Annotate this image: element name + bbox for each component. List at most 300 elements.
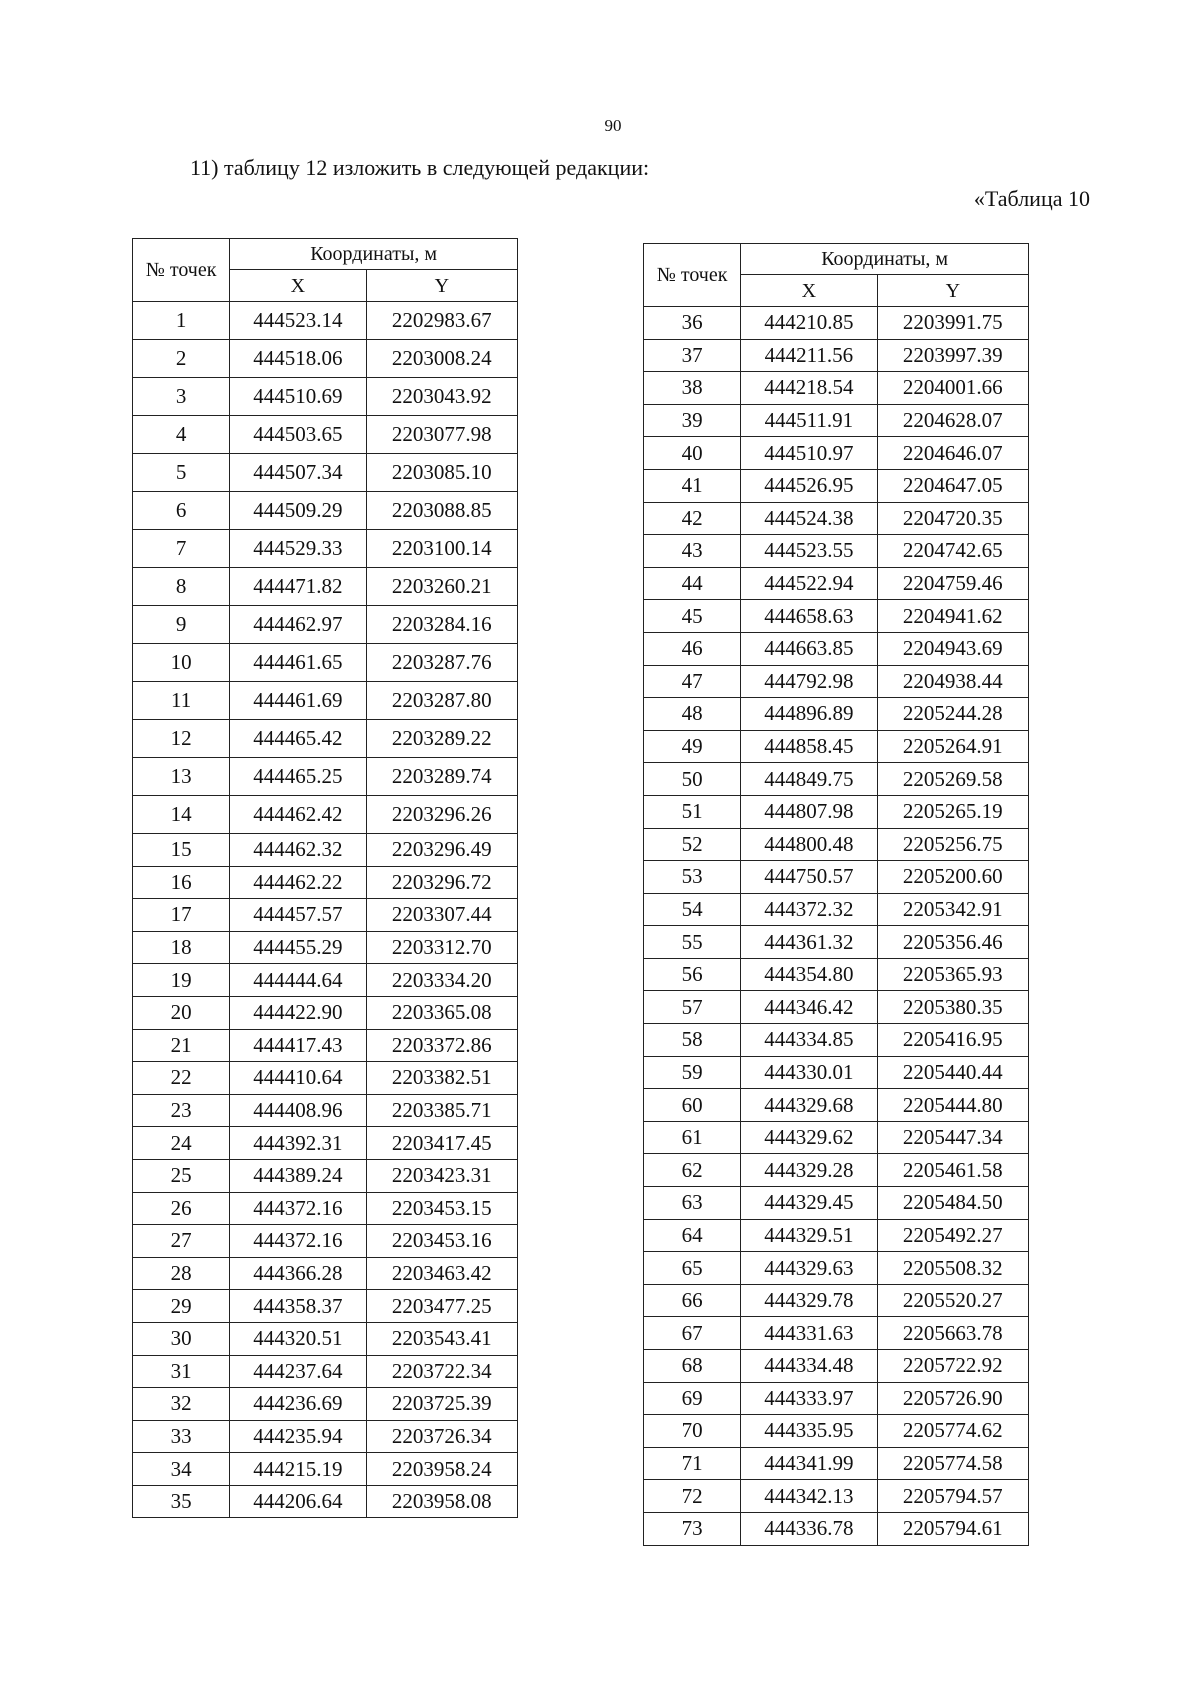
point-number-cell: 66 bbox=[644, 1284, 741, 1317]
table-row bbox=[133, 899, 518, 932]
y-coordinate-cell: 2205264.91 bbox=[877, 730, 1028, 763]
x-coordinate-cell: 444462.32 bbox=[230, 834, 366, 867]
table-caption: «Таблица 10 bbox=[973, 186, 1090, 211]
x-coordinate-cell: 444511.91 bbox=[741, 404, 877, 437]
table-row bbox=[133, 834, 518, 867]
x-coordinate-cell: 444329.63 bbox=[741, 1252, 877, 1285]
table-row bbox=[644, 307, 1029, 340]
x-coordinate-cell: 444461.69 bbox=[230, 682, 366, 720]
y-coordinate-cell: 2204646.07 bbox=[877, 437, 1028, 470]
table-row bbox=[644, 958, 1029, 991]
table-row bbox=[133, 758, 518, 796]
point-number-cell: 62 bbox=[644, 1154, 741, 1187]
y-coordinate-cell: 2205520.27 bbox=[877, 1284, 1028, 1317]
table-row bbox=[133, 1257, 518, 1290]
point-number-cell: 60 bbox=[644, 1089, 741, 1122]
y-coordinate-cell: 2203997.39 bbox=[877, 339, 1028, 372]
point-number-cell: 63 bbox=[644, 1187, 741, 1220]
table-row bbox=[644, 1024, 1029, 1057]
table-row bbox=[644, 828, 1029, 861]
y-coordinate-cell: 2205444.80 bbox=[877, 1089, 1028, 1122]
table-row bbox=[644, 1121, 1029, 1154]
y-coordinate-cell: 2203725.39 bbox=[366, 1388, 517, 1421]
y-coordinate-cell: 2205269.58 bbox=[877, 763, 1028, 796]
table-row bbox=[133, 492, 518, 530]
y-coordinate-cell: 2203296.72 bbox=[366, 866, 517, 899]
y-coordinate-cell: 2203287.80 bbox=[366, 682, 517, 720]
y-coordinate-cell: 2203726.34 bbox=[366, 1420, 517, 1453]
x-coordinate-cell: 444392.31 bbox=[230, 1127, 366, 1160]
point-number-cell: 31 bbox=[133, 1355, 230, 1388]
x-coordinate-cell: 444341.99 bbox=[741, 1447, 877, 1480]
x-coordinate-cell: 444462.42 bbox=[230, 796, 366, 834]
x-coordinate-cell: 444330.01 bbox=[741, 1056, 877, 1089]
y-coordinate-cell: 2205508.32 bbox=[877, 1252, 1028, 1285]
table-row bbox=[133, 1322, 518, 1355]
table-row bbox=[644, 1415, 1029, 1448]
coordinates-header: Координаты, м bbox=[741, 244, 1029, 275]
table-row bbox=[133, 1453, 518, 1486]
y-coordinate-cell: 2205794.57 bbox=[877, 1480, 1028, 1513]
point-number-cell: 54 bbox=[644, 893, 741, 926]
y-coordinate-cell: 2203088.85 bbox=[366, 492, 517, 530]
x-coordinate-cell: 444333.97 bbox=[741, 1382, 877, 1415]
point-number-cell: 7 bbox=[133, 530, 230, 568]
y-coordinate-cell: 2203043.92 bbox=[366, 378, 517, 416]
point-number-cell: 40 bbox=[644, 437, 741, 470]
y-coordinate-cell: 2203543.41 bbox=[366, 1322, 517, 1355]
point-number-cell: 73 bbox=[644, 1512, 741, 1545]
table-row bbox=[133, 1192, 518, 1225]
y-coordinate-cell: 2203958.24 bbox=[366, 1453, 517, 1486]
y-coordinate-cell: 2203991.75 bbox=[877, 307, 1028, 340]
y-coordinate-cell: 2205265.19 bbox=[877, 795, 1028, 828]
table-row bbox=[133, 996, 518, 1029]
point-number-cell: 56 bbox=[644, 958, 741, 991]
x-coordinate-cell: 444320.51 bbox=[230, 1322, 366, 1355]
table-row bbox=[133, 454, 518, 492]
x-coordinate-cell: 444354.80 bbox=[741, 958, 877, 991]
point-number-cell: 34 bbox=[133, 1453, 230, 1486]
point-number-cell: 28 bbox=[133, 1257, 230, 1290]
point-number-cell: 12 bbox=[133, 720, 230, 758]
point-number-cell: 9 bbox=[133, 606, 230, 644]
point-number-cell: 2 bbox=[133, 340, 230, 378]
x-coordinate-cell: 444529.33 bbox=[230, 530, 366, 568]
x-coordinate-cell: 444417.43 bbox=[230, 1029, 366, 1062]
point-number-cell: 43 bbox=[644, 535, 741, 568]
table-row bbox=[133, 1355, 518, 1388]
point-number-cell: 13 bbox=[133, 758, 230, 796]
y-coordinate-cell: 2203477.25 bbox=[366, 1290, 517, 1323]
y-coordinate-cell: 2205440.44 bbox=[877, 1056, 1028, 1089]
table-row bbox=[644, 991, 1029, 1024]
x-coordinate-cell: 444372.16 bbox=[230, 1192, 366, 1225]
point-number-cell: 46 bbox=[644, 632, 741, 665]
point-number-cell: 48 bbox=[644, 698, 741, 731]
point-number-cell: 45 bbox=[644, 600, 741, 633]
x-coordinate-cell: 444331.63 bbox=[741, 1317, 877, 1350]
x-coordinate-cell: 444422.90 bbox=[230, 996, 366, 1029]
table-row bbox=[133, 1225, 518, 1258]
point-number-cell: 25 bbox=[133, 1159, 230, 1192]
point-number-cell: 1 bbox=[133, 302, 230, 340]
point-number-cell: 14 bbox=[133, 796, 230, 834]
y-coordinate-cell: 2205794.61 bbox=[877, 1512, 1028, 1545]
table-row bbox=[644, 535, 1029, 568]
point-number-cell: 70 bbox=[644, 1415, 741, 1448]
x-coordinate-cell: 444210.85 bbox=[741, 307, 877, 340]
point-number-cell: 23 bbox=[133, 1094, 230, 1127]
table-row bbox=[133, 378, 518, 416]
table-row bbox=[133, 1290, 518, 1323]
x-coordinate-cell: 444329.28 bbox=[741, 1154, 877, 1187]
table-row bbox=[644, 567, 1029, 600]
point-number-cell: 49 bbox=[644, 730, 741, 763]
point-number-cell: 20 bbox=[133, 996, 230, 1029]
y-coordinate-cell: 2204742.65 bbox=[877, 535, 1028, 568]
y-coordinate-cell: 2205492.27 bbox=[877, 1219, 1028, 1252]
x-coordinate-cell: 444750.57 bbox=[741, 861, 877, 894]
y-coordinate-cell: 2204759.46 bbox=[877, 567, 1028, 600]
point-number-cell: 47 bbox=[644, 665, 741, 698]
y-coordinate-cell: 2203296.49 bbox=[366, 834, 517, 867]
x-coordinate-cell: 444336.78 bbox=[741, 1512, 877, 1545]
point-number-cell: 4 bbox=[133, 416, 230, 454]
table-row bbox=[644, 665, 1029, 698]
table-row bbox=[133, 1159, 518, 1192]
x-coordinate-cell: 444503.65 bbox=[230, 416, 366, 454]
y-coordinate-cell: 2203284.16 bbox=[366, 606, 517, 644]
x-coordinate-cell: 444444.64 bbox=[230, 964, 366, 997]
x-coordinate-cell: 444510.69 bbox=[230, 378, 366, 416]
table-row bbox=[133, 1127, 518, 1160]
y-coordinate-cell: 2203008.24 bbox=[366, 340, 517, 378]
table-row bbox=[133, 796, 518, 834]
y-coordinate-cell: 2205447.34 bbox=[877, 1121, 1028, 1154]
y-coordinate-cell: 2204647.05 bbox=[877, 469, 1028, 502]
x-coordinate-cell: 444462.22 bbox=[230, 866, 366, 899]
y-coordinate-cell: 2205342.91 bbox=[877, 893, 1028, 926]
x-header: X bbox=[230, 270, 366, 302]
table-row bbox=[133, 964, 518, 997]
y-coordinate-cell: 2203382.51 bbox=[366, 1062, 517, 1095]
x-coordinate-cell: 444206.64 bbox=[230, 1485, 366, 1518]
point-number-cell: 65 bbox=[644, 1252, 741, 1285]
y-coordinate-cell: 2203423.31 bbox=[366, 1159, 517, 1192]
table-row bbox=[133, 1420, 518, 1453]
y-coordinate-cell: 2203289.22 bbox=[366, 720, 517, 758]
table-row bbox=[133, 1388, 518, 1421]
y-coordinate-cell: 2204001.66 bbox=[877, 372, 1028, 405]
y-coordinate-cell: 2203463.42 bbox=[366, 1257, 517, 1290]
amendment-heading: 11) таблицу 12 изложить в следующей редакции: bbox=[190, 155, 650, 180]
point-number-cell: 57 bbox=[644, 991, 741, 1024]
table-row bbox=[133, 606, 518, 644]
y-coordinate-cell: 2203453.16 bbox=[366, 1225, 517, 1258]
x-coordinate-cell: 444361.32 bbox=[741, 926, 877, 959]
table-row bbox=[133, 1029, 518, 1062]
x-coordinate-cell: 444509.29 bbox=[230, 492, 366, 530]
table-row bbox=[644, 1350, 1029, 1383]
coordinates-table-right bbox=[643, 243, 1029, 1546]
point-number-cell: 29 bbox=[133, 1290, 230, 1323]
table-row bbox=[644, 763, 1029, 796]
table-row bbox=[644, 1317, 1029, 1350]
y-coordinate-cell: 2203296.26 bbox=[366, 796, 517, 834]
y-coordinate-cell: 2205365.93 bbox=[877, 958, 1028, 991]
x-coordinate-cell: 444792.98 bbox=[741, 665, 877, 698]
x-coordinate-cell: 444410.64 bbox=[230, 1062, 366, 1095]
table-row bbox=[644, 600, 1029, 633]
table-row bbox=[133, 530, 518, 568]
x-coordinate-cell: 444389.24 bbox=[230, 1159, 366, 1192]
y-coordinate-cell: 2205484.50 bbox=[877, 1187, 1028, 1220]
x-coordinate-cell: 444342.13 bbox=[741, 1480, 877, 1513]
point-number-cell: 39 bbox=[644, 404, 741, 437]
y-coordinate-cell: 2203385.71 bbox=[366, 1094, 517, 1127]
x-coordinate-cell: 444372.16 bbox=[230, 1225, 366, 1258]
table-row bbox=[644, 1154, 1029, 1187]
x-coordinate-cell: 444335.95 bbox=[741, 1415, 877, 1448]
table-row bbox=[644, 1382, 1029, 1415]
x-coordinate-cell: 444807.98 bbox=[741, 795, 877, 828]
y-coordinate-cell: 2203417.45 bbox=[366, 1127, 517, 1160]
y-coordinate-cell: 2205461.58 bbox=[877, 1154, 1028, 1187]
table-row bbox=[133, 644, 518, 682]
x-coordinate-cell: 444658.63 bbox=[741, 600, 877, 633]
x-coordinate-cell: 444800.48 bbox=[741, 828, 877, 861]
point-number-cell: 19 bbox=[133, 964, 230, 997]
x-coordinate-cell: 444235.94 bbox=[230, 1420, 366, 1453]
y-coordinate-cell: 2204720.35 bbox=[877, 502, 1028, 535]
point-number-header: № точек bbox=[133, 239, 230, 302]
table-row bbox=[644, 372, 1029, 405]
y-coordinate-cell: 2204628.07 bbox=[877, 404, 1028, 437]
y-coordinate-cell: 2203077.98 bbox=[366, 416, 517, 454]
point-number-cell: 15 bbox=[133, 834, 230, 867]
point-number-cell: 38 bbox=[644, 372, 741, 405]
y-coordinate-cell: 2203085.10 bbox=[366, 454, 517, 492]
table-row bbox=[644, 893, 1029, 926]
table-row bbox=[644, 1480, 1029, 1513]
x-coordinate-cell: 444237.64 bbox=[230, 1355, 366, 1388]
point-number-cell: 67 bbox=[644, 1317, 741, 1350]
table-row bbox=[644, 404, 1029, 437]
x-coordinate-cell: 444372.32 bbox=[741, 893, 877, 926]
point-number-cell: 22 bbox=[133, 1062, 230, 1095]
x-coordinate-cell: 444334.85 bbox=[741, 1024, 877, 1057]
point-number-cell: 18 bbox=[133, 931, 230, 964]
y-coordinate-cell: 2203372.86 bbox=[366, 1029, 517, 1062]
x-coordinate-cell: 444858.45 bbox=[741, 730, 877, 763]
x-coordinate-cell: 444329.45 bbox=[741, 1187, 877, 1220]
point-number-cell: 24 bbox=[133, 1127, 230, 1160]
x-coordinate-cell: 444471.82 bbox=[230, 568, 366, 606]
y-coordinate-cell: 2203722.34 bbox=[366, 1355, 517, 1388]
x-coordinate-cell: 444465.25 bbox=[230, 758, 366, 796]
y-coordinate-cell: 2203958.08 bbox=[366, 1485, 517, 1518]
table-row bbox=[133, 720, 518, 758]
point-number-cell: 69 bbox=[644, 1382, 741, 1415]
table-row bbox=[644, 926, 1029, 959]
page-number: 90 bbox=[604, 116, 622, 135]
table-row bbox=[644, 1252, 1029, 1285]
table-row bbox=[644, 861, 1029, 894]
point-number-cell: 68 bbox=[644, 1350, 741, 1383]
point-number-cell: 55 bbox=[644, 926, 741, 959]
y-header: Y bbox=[366, 270, 517, 302]
x-coordinate-cell: 444461.65 bbox=[230, 644, 366, 682]
x-coordinate-cell: 444236.69 bbox=[230, 1388, 366, 1421]
point-number-cell: 35 bbox=[133, 1485, 230, 1518]
point-number-cell: 42 bbox=[644, 502, 741, 535]
table-row bbox=[133, 302, 518, 340]
x-coordinate-cell: 444510.97 bbox=[741, 437, 877, 470]
y-coordinate-cell: 2205244.28 bbox=[877, 698, 1028, 731]
point-number-cell: 3 bbox=[133, 378, 230, 416]
point-number-cell: 6 bbox=[133, 492, 230, 530]
x-coordinate-cell: 444455.29 bbox=[230, 931, 366, 964]
point-number-cell: 5 bbox=[133, 454, 230, 492]
y-coordinate-cell: 2203307.44 bbox=[366, 899, 517, 932]
point-number-cell: 27 bbox=[133, 1225, 230, 1258]
point-number-cell: 26 bbox=[133, 1192, 230, 1225]
table-row bbox=[644, 469, 1029, 502]
point-number-cell: 72 bbox=[644, 1480, 741, 1513]
y-coordinate-cell: 2205722.92 bbox=[877, 1350, 1028, 1383]
table-row bbox=[644, 632, 1029, 665]
coordinates-header: Координаты, м bbox=[230, 239, 518, 270]
x-coordinate-cell: 444334.48 bbox=[741, 1350, 877, 1383]
point-number-cell: 21 bbox=[133, 1029, 230, 1062]
y-coordinate-cell: 2203287.76 bbox=[366, 644, 517, 682]
table-row bbox=[133, 340, 518, 378]
y-coordinate-cell: 2203260.21 bbox=[366, 568, 517, 606]
table-row bbox=[133, 931, 518, 964]
x-coordinate-cell: 444663.85 bbox=[741, 632, 877, 665]
table-row bbox=[644, 730, 1029, 763]
y-header: Y bbox=[877, 275, 1028, 307]
x-coordinate-cell: 444526.95 bbox=[741, 469, 877, 502]
point-number-cell: 37 bbox=[644, 339, 741, 372]
table-row bbox=[644, 1284, 1029, 1317]
point-number-cell: 33 bbox=[133, 1420, 230, 1453]
point-number-cell: 51 bbox=[644, 795, 741, 828]
table-row bbox=[644, 1447, 1029, 1480]
y-coordinate-cell: 2203289.74 bbox=[366, 758, 517, 796]
y-coordinate-cell: 2203100.14 bbox=[366, 530, 517, 568]
x-coordinate-cell: 444215.19 bbox=[230, 1453, 366, 1486]
point-number-header: № точек bbox=[644, 244, 741, 307]
point-number-cell: 11 bbox=[133, 682, 230, 720]
y-coordinate-cell: 2205774.62 bbox=[877, 1415, 1028, 1448]
y-coordinate-cell: 2205774.58 bbox=[877, 1447, 1028, 1480]
table-row bbox=[133, 866, 518, 899]
point-number-cell: 59 bbox=[644, 1056, 741, 1089]
x-coordinate-cell: 444523.14 bbox=[230, 302, 366, 340]
table-row bbox=[644, 1056, 1029, 1089]
table-row bbox=[133, 568, 518, 606]
y-coordinate-cell: 2203453.15 bbox=[366, 1192, 517, 1225]
coordinates-table-left bbox=[132, 238, 518, 1518]
y-coordinate-cell: 2203365.08 bbox=[366, 996, 517, 1029]
table-row bbox=[644, 1089, 1029, 1122]
point-number-cell: 71 bbox=[644, 1447, 741, 1480]
point-number-cell: 61 bbox=[644, 1121, 741, 1154]
x-coordinate-cell: 444346.42 bbox=[741, 991, 877, 1024]
table-row bbox=[644, 1219, 1029, 1252]
point-number-cell: 16 bbox=[133, 866, 230, 899]
x-coordinate-cell: 444218.54 bbox=[741, 372, 877, 405]
y-coordinate-cell: 2205256.75 bbox=[877, 828, 1028, 861]
x-coordinate-cell: 444523.55 bbox=[741, 535, 877, 568]
y-coordinate-cell: 2203334.20 bbox=[366, 964, 517, 997]
y-coordinate-cell: 2205416.95 bbox=[877, 1024, 1028, 1057]
table-row bbox=[644, 339, 1029, 372]
point-number-cell: 10 bbox=[133, 644, 230, 682]
table-row bbox=[644, 437, 1029, 470]
x-coordinate-cell: 444465.42 bbox=[230, 720, 366, 758]
point-number-cell: 17 bbox=[133, 899, 230, 932]
table-row bbox=[133, 1485, 518, 1518]
y-coordinate-cell: 2205200.60 bbox=[877, 861, 1028, 894]
point-number-cell: 30 bbox=[133, 1322, 230, 1355]
x-coordinate-cell: 444457.57 bbox=[230, 899, 366, 932]
x-coordinate-cell: 444518.06 bbox=[230, 340, 366, 378]
point-number-cell: 50 bbox=[644, 763, 741, 796]
x-coordinate-cell: 444211.56 bbox=[741, 339, 877, 372]
table-row bbox=[133, 682, 518, 720]
table-row bbox=[133, 1094, 518, 1127]
point-number-cell: 8 bbox=[133, 568, 230, 606]
x-coordinate-cell: 444522.94 bbox=[741, 567, 877, 600]
x-coordinate-cell: 444366.28 bbox=[230, 1257, 366, 1290]
x-coordinate-cell: 444408.96 bbox=[230, 1094, 366, 1127]
y-coordinate-cell: 2204938.44 bbox=[877, 665, 1028, 698]
x-coordinate-cell: 444329.78 bbox=[741, 1284, 877, 1317]
point-number-cell: 52 bbox=[644, 828, 741, 861]
point-number-cell: 41 bbox=[644, 469, 741, 502]
y-coordinate-cell: 2205663.78 bbox=[877, 1317, 1028, 1350]
y-coordinate-cell: 2205726.90 bbox=[877, 1382, 1028, 1415]
point-number-cell: 64 bbox=[644, 1219, 741, 1252]
y-coordinate-cell: 2203312.70 bbox=[366, 931, 517, 964]
y-coordinate-cell: 2204943.69 bbox=[877, 632, 1028, 665]
x-header: X bbox=[741, 275, 877, 307]
table-row bbox=[644, 1512, 1029, 1545]
table-row bbox=[644, 795, 1029, 828]
x-coordinate-cell: 444329.62 bbox=[741, 1121, 877, 1154]
x-coordinate-cell: 444329.68 bbox=[741, 1089, 877, 1122]
y-coordinate-cell: 2205356.46 bbox=[877, 926, 1028, 959]
point-number-cell: 36 bbox=[644, 307, 741, 340]
y-coordinate-cell: 2204941.62 bbox=[877, 600, 1028, 633]
table-row bbox=[133, 416, 518, 454]
x-coordinate-cell: 444849.75 bbox=[741, 763, 877, 796]
table-row bbox=[644, 1187, 1029, 1220]
table-row bbox=[644, 698, 1029, 731]
x-coordinate-cell: 444896.89 bbox=[741, 698, 877, 731]
point-number-cell: 58 bbox=[644, 1024, 741, 1057]
x-coordinate-cell: 444462.97 bbox=[230, 606, 366, 644]
point-number-cell: 32 bbox=[133, 1388, 230, 1421]
table-row bbox=[644, 502, 1029, 535]
x-coordinate-cell: 444358.37 bbox=[230, 1290, 366, 1323]
point-number-cell: 44 bbox=[644, 567, 741, 600]
table-row bbox=[133, 1062, 518, 1095]
y-coordinate-cell: 2202983.67 bbox=[366, 302, 517, 340]
